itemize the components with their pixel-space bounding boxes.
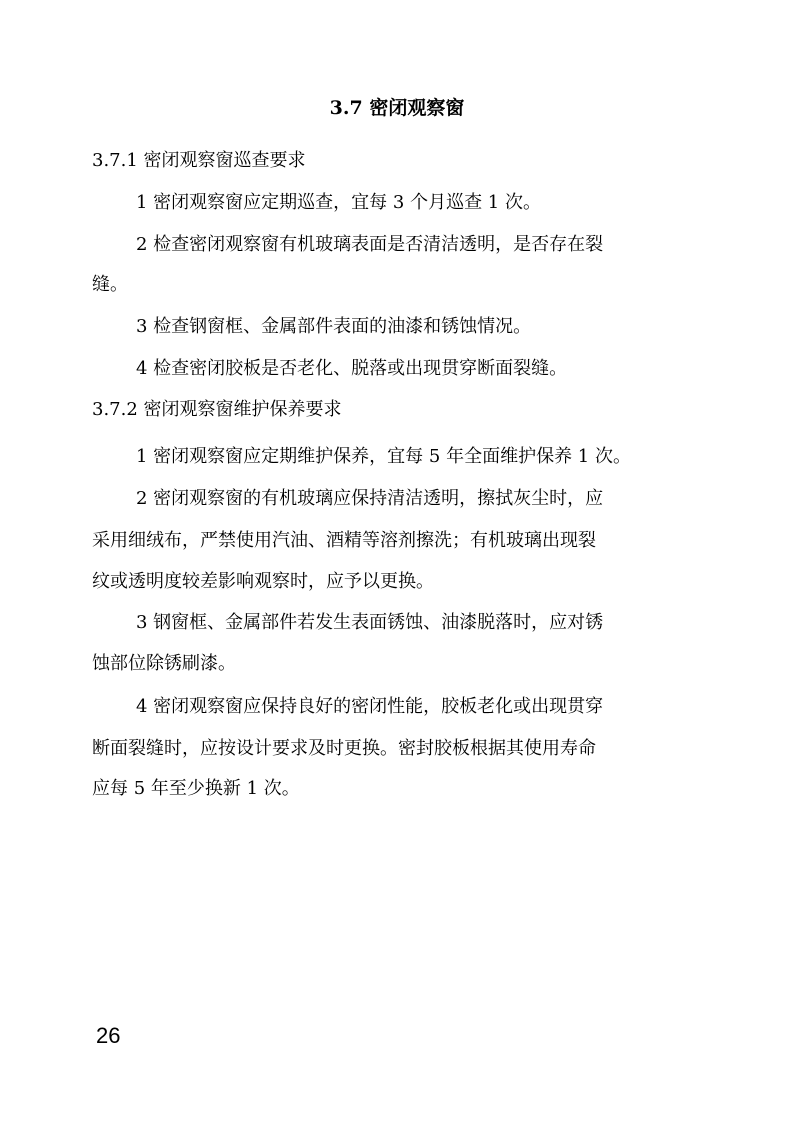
maintenance-item-2-continued-1: 采用细绒布，严禁使用汽油、酒精等溶剂擦洗；有机玻璃出现裂 bbox=[92, 530, 596, 551]
subsection-heading-3-7-2: 3.7.2 密闭观察窗维护保养要求 bbox=[92, 399, 342, 420]
maintenance-item-4: 4 密闭观察窗应保持良好的密闭性能，胶板老化或出现贯穿 bbox=[136, 696, 604, 717]
inspection-item-1: 1 密闭观察窗应定期巡查，宜每 3 个月巡查 1 次。 bbox=[136, 192, 541, 213]
maintenance-item-1: 1 密闭观察窗应定期维护保养，宜每 5 年全面维护保养 1 次。 bbox=[136, 446, 631, 467]
subsection-heading-3-7-1: 3.7.1 密闭观察窗巡查要求 bbox=[92, 150, 306, 171]
inspection-item-3: 3 检查钢窗框、金属部件表面的油漆和锈蚀情况。 bbox=[136, 316, 532, 337]
maintenance-item-3: 3 钢窗框、金属部件若发生表面锈蚀、油漆脱落时，应对锈 bbox=[136, 612, 604, 633]
maintenance-item-2-continued-2: 纹或透明度较差影响观察时，应予以更换。 bbox=[92, 571, 434, 592]
maintenance-item-4-continued-2: 应每 5 年至少换新 1 次。 bbox=[92, 778, 300, 799]
maintenance-item-4-continued-1: 断面裂缝时，应按设计要求及时更换。密封胶板根据其使用寿命 bbox=[92, 738, 596, 759]
maintenance-item-3-continued: 蚀部位除锈刷漆。 bbox=[92, 653, 236, 674]
inspection-item-2-continued: 缝。 bbox=[92, 274, 128, 295]
page-number: 26 bbox=[96, 1023, 121, 1048]
inspection-item-2: 2 检查密闭观察窗有机玻璃表面是否清洁透明，是否存在裂 bbox=[136, 234, 604, 255]
section-title: 3.7 密闭观察窗 bbox=[329, 97, 465, 119]
maintenance-item-2: 2 密闭观察窗的有机玻璃应保持清洁透明，擦拭灰尘时，应 bbox=[136, 488, 604, 509]
inspection-item-4: 4 检查密闭胶板是否老化、脱落或出现贯穿断面裂缝。 bbox=[136, 358, 568, 379]
